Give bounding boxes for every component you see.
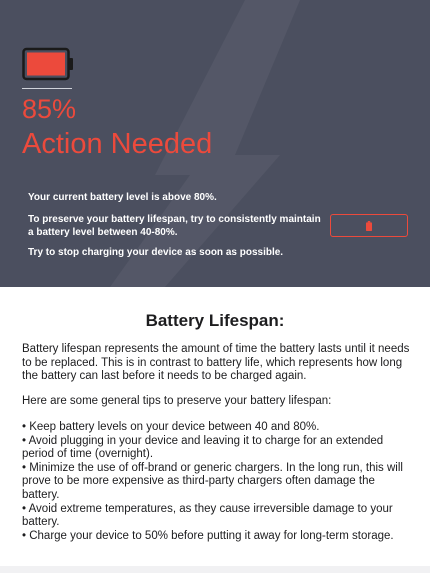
tips-list [22,421,412,543]
list-item: • Minimize the use of off-brand or generic chargers. In the long run, this will prove to be more expensive as third-party chargers often damage the battery. [22,461,403,501]
battery-percentage: 85% [22,94,77,124]
battery-message-stop-charging: Try to stop charging your device as soon as possible. [28,247,284,258]
list-item: • Avoid plugging in your device and leaving it to charge for an extended period of time (overnight). [22,434,384,461]
list-item: • Avoid extreme temperatures, as they cause irreversible damage to your battery. [22,502,393,529]
battery-action-button[interactable] [330,214,408,237]
battery-icon [22,47,74,81]
list-item: • Charge your device to 50% before putting it away for long-term storage. [22,529,394,542]
status-title: Action Needed [22,128,213,160]
battery-message-level: Your current battery level is above 80%. [28,192,217,203]
tips-intro: Here are some general tips to preserve your battery lifespan: [22,395,332,407]
battery-lifespan-section [0,287,430,573]
battery-small-icon [366,221,372,231]
lifespan-intro: Battery lifespan represents the amount of time the battery lasts until it needs to be replaced. This is in contrast to battery life, which represents how long the battery can last before it needs to be charged again. [22,343,410,383]
bottom-strip [0,566,430,573]
divider [22,88,72,89]
battery-message-preserve: To preserve your battery lifespan, try to consistently maintain a battery level between 40-80%. [28,214,321,238]
list-item: • Keep battery levels on your device between 40 and 80%. [22,421,320,433]
section-title: Battery Lifespan: [145,311,285,330]
